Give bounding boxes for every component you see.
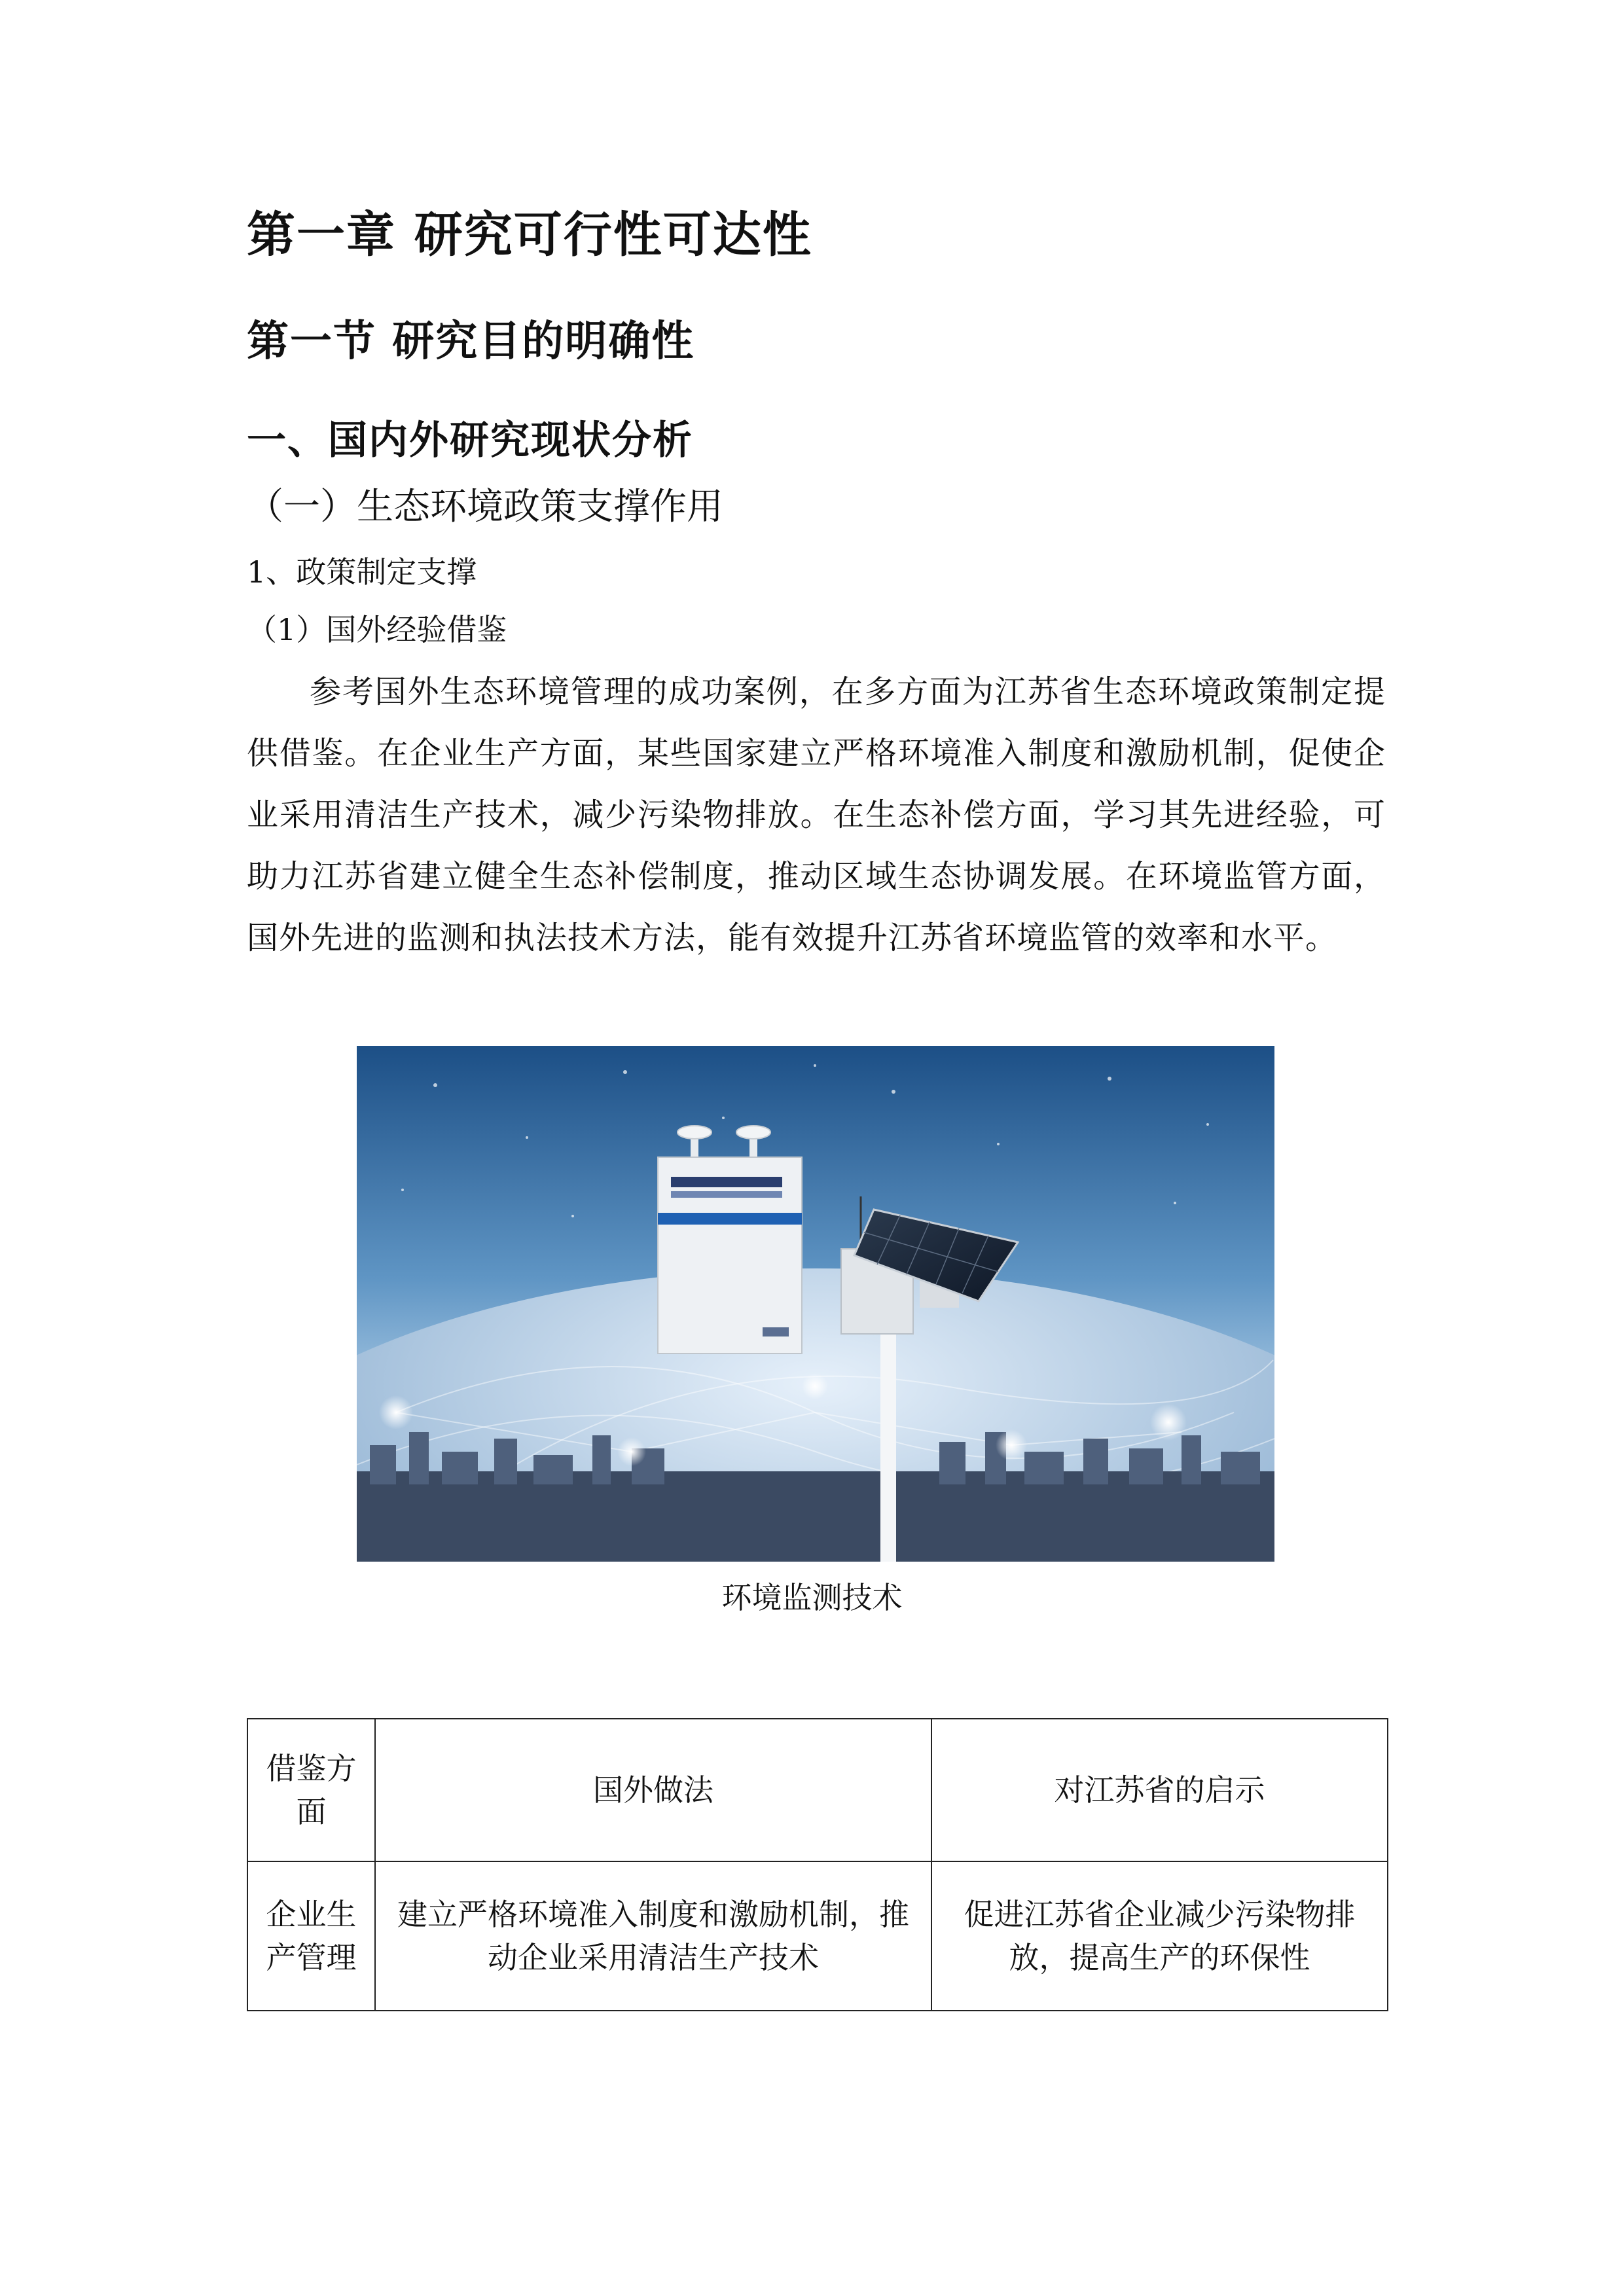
item-title: 1、政策制定支撑 [247, 554, 477, 590]
subsubsection-title: （一）生态环境政策支撑作用 [247, 486, 723, 528]
monitoring-station-image [357, 1046, 1274, 1562]
subitem-title: （1）国外经验借鉴 [247, 612, 507, 647]
comparison-table [247, 1718, 1388, 2011]
monitoring-station-illustration [357, 1046, 1274, 1562]
table-cell: 建立严格环境准入制度和激励机制，推动企业采用清洁生产技术 [375, 1861, 931, 2011]
table-header-cell: 借鉴方面 [247, 1719, 375, 1861]
table-row [247, 1861, 1388, 2011]
body-paragraph: 参考国外生态环境管理的成功案例，在多方面为江苏省生态环境政策制定提供借鉴。在企业生产方面，某些国家建立严格环境准入制度和激励机制，促使企业采用清洁生产技术，减少污染物排放。在生态补偿方面，学习其先进经验，可助力江苏省建立健全生态补偿制度，推动区域生态协调发展。在环境监管方面，国外先进的监测和执法技术方法，能有效提升江苏省环境监管的效率和水平。 [247, 673, 1386, 956]
chapter-title: 第一章 研究可行性可达性 [247, 207, 812, 263]
figure-caption: 环境监测技术 [721, 1580, 903, 1615]
monitoring-cabinet [658, 1126, 802, 1354]
table-header-cell: 国外做法 [375, 1719, 931, 1861]
table-header-row [247, 1719, 1388, 1861]
table-header-cell: 对江苏省的启示 [931, 1719, 1388, 1861]
table-cell: 促进江苏省企业减少污染物排放，提高生产的环保性 [931, 1861, 1388, 2011]
table-cell: 企业生产管理 [247, 1861, 375, 2011]
section-title: 第一节 研究目的明确性 [247, 317, 695, 366]
subsection-title: 一、国内外研究现状分析 [247, 418, 693, 463]
